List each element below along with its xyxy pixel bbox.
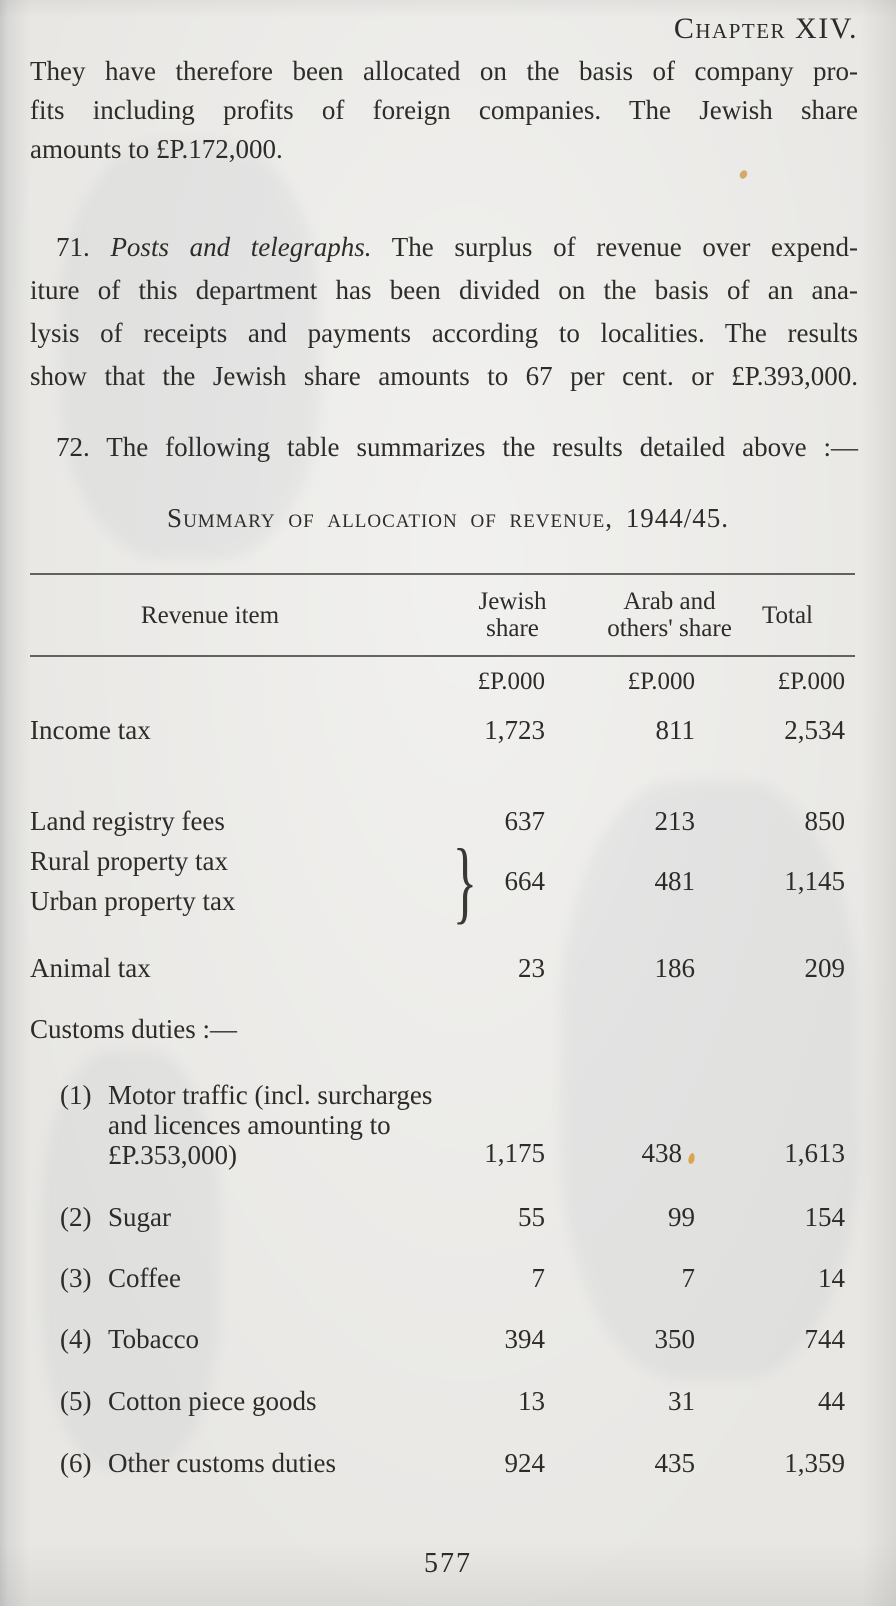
row-label: (4) Tobacco xyxy=(60,1324,200,1354)
paragraph-line: iture of this department has been divided on the basis of an ana- xyxy=(30,275,858,305)
row-value-arab: 7 xyxy=(681,1263,695,1293)
row-value-jewish: 924 xyxy=(504,1448,545,1478)
table-units-row xyxy=(30,665,855,699)
paragraph-line xyxy=(30,426,858,469)
paragraph-text: 72. The following table summarizes the results detailed above :— xyxy=(56,432,858,462)
row-value-total: 1,613 xyxy=(784,1138,845,1168)
table-row-motor-traffic xyxy=(30,1080,855,1170)
unit-total: £P.000 xyxy=(777,668,845,695)
row-value-total: 744 xyxy=(804,1324,845,1354)
intro-paragraph xyxy=(30,52,858,169)
scan-speck xyxy=(688,1152,696,1164)
table-rule-header xyxy=(30,655,855,657)
paragraph-text: The surplus of revenue over expend- xyxy=(391,232,859,262)
row-value-arab: 213 xyxy=(654,806,695,836)
paragraph-line: lysis of receipts and payments according to localities. The results xyxy=(30,318,858,348)
scan-speck xyxy=(738,169,749,180)
brace-glyph: } xyxy=(452,830,478,932)
paragraph-line: amounts to £P.172,000. xyxy=(30,134,283,164)
column-header-revenue-item: Revenue item xyxy=(140,601,280,629)
row-value-arab: 811 xyxy=(655,715,695,745)
row-label: Animal tax xyxy=(30,953,151,983)
row-item-number: (5) xyxy=(60,1386,92,1416)
row-value-jewish: 55 xyxy=(518,1202,545,1232)
table-row xyxy=(30,1446,855,1480)
row-label: Customs duties :— xyxy=(30,1014,238,1044)
column-header-jewish-share: Jewish share xyxy=(478,588,547,642)
table-row xyxy=(30,1322,855,1356)
row-label: (5) Cotton piece goods xyxy=(60,1386,317,1416)
row-value-jewish: 394 xyxy=(504,1324,545,1354)
row-label-rural: Rural property tax xyxy=(30,846,228,876)
unit-jewish: £P.000 xyxy=(477,668,545,695)
table-row xyxy=(30,1261,855,1295)
row-value-total: 2,534 xyxy=(784,715,845,745)
paragraph-line: show that the Jewish share amounts to 67 per cent. or £P.393,000. xyxy=(30,361,858,391)
row-label: (2) Sugar xyxy=(60,1202,171,1232)
row-value-jewish: 7 xyxy=(531,1263,545,1293)
row-label: (1) Motor traffic (incl. surcharges and licences amounting to £P.353,000) xyxy=(60,1080,433,1170)
row-item-number: (1) xyxy=(60,1080,92,1110)
row-value-arab: 435 xyxy=(654,1448,695,1478)
row-value-jewish: 13 xyxy=(518,1386,545,1416)
row-value-arab: 186 xyxy=(654,953,695,983)
row-item-number: (6) xyxy=(60,1448,92,1478)
table-rule-top xyxy=(30,573,855,575)
table-title: Summary of allocation of revenue, 1944/45. xyxy=(167,503,729,533)
row-value-jewish: 1,175 xyxy=(484,1138,545,1168)
row-label: (3) Coffee xyxy=(60,1263,181,1293)
row-value-total: 1,145 xyxy=(784,866,845,896)
row-value-arab: 99 xyxy=(668,1202,695,1232)
row-value-jewish: 1,723 xyxy=(484,715,545,745)
column-header-arab-share: Arab and others' share xyxy=(607,588,732,642)
paragraph-number: 71. xyxy=(56,232,90,262)
row-label: Land registry fees xyxy=(30,806,225,836)
table-row xyxy=(30,804,855,838)
paragraph-lead-italic: Posts and telegraphs. xyxy=(110,232,372,262)
table-row xyxy=(30,1200,855,1234)
row-label xyxy=(30,844,450,918)
row-item-number: (2) xyxy=(60,1202,92,1232)
paragraph-71 xyxy=(30,226,858,398)
row-value-total: 44 xyxy=(818,1386,845,1416)
row-value-jewish: 637 xyxy=(504,806,545,836)
row-value-total: 154 xyxy=(804,1202,845,1232)
table-row-property-taxes xyxy=(30,830,855,932)
row-value-arab: 31 xyxy=(668,1386,695,1416)
row-label: Income tax xyxy=(30,715,151,745)
row-value-jewish: 664 xyxy=(504,866,545,896)
column-header-total: Total xyxy=(761,601,813,629)
paragraph-line: fits including profits of foreign companies. The Jewish share xyxy=(30,95,858,125)
chapter-header: Chapter XIV. xyxy=(673,12,858,45)
row-label-urban: Urban property tax xyxy=(30,886,236,916)
row-value-total: 14 xyxy=(818,1263,845,1293)
row-value-arab: 481 xyxy=(654,866,695,896)
row-label: (6) Other customs duties xyxy=(60,1448,336,1478)
table-header-row xyxy=(30,575,855,655)
table-row-customs-heading xyxy=(30,1012,855,1046)
units-spacer xyxy=(30,665,450,699)
unit-arab: £P.000 xyxy=(627,668,695,695)
paragraph-line: They have therefore been allocated on the basis of company pro- xyxy=(30,56,858,86)
paragraph-line xyxy=(30,226,858,269)
row-value-arab: 438 xyxy=(575,1136,720,1170)
row-value-total: 209 xyxy=(804,953,845,983)
table-row xyxy=(30,951,855,985)
row-item-number: (3) xyxy=(60,1263,92,1293)
paragraph-72 xyxy=(30,426,858,469)
row-value-total: 1,359 xyxy=(784,1448,845,1478)
row-item-number: (4) xyxy=(60,1324,92,1354)
table-row xyxy=(30,1384,855,1418)
revenue-table xyxy=(30,573,855,1480)
row-value-jewish: 23 xyxy=(518,953,545,983)
row-value-arab: 350 xyxy=(654,1324,695,1354)
row-value-total: 850 xyxy=(804,806,845,836)
page-number: 577 xyxy=(424,1548,472,1579)
table-row xyxy=(30,713,855,747)
